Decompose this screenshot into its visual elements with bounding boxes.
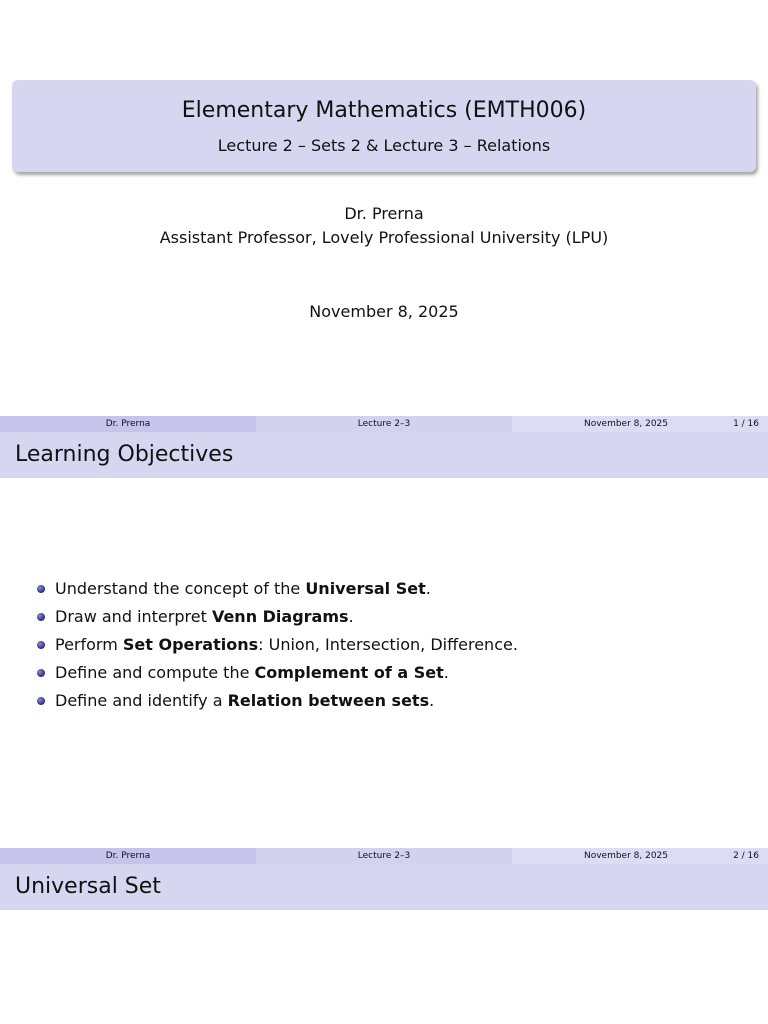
footer-short-title: Lecture 2–3	[256, 848, 512, 864]
footer-right	[512, 416, 768, 432]
list-item: Understand the concept of the Universal Set.	[37, 575, 518, 603]
slide-footer	[0, 416, 768, 432]
footer-date: November 8, 2025	[583, 419, 669, 429]
footer-date: November 8, 2025	[583, 851, 669, 861]
list-item: Perform Set Operations: Union, Intersection, Difference.	[37, 631, 518, 659]
list-item: Define and identify a Relation between sets.	[37, 687, 518, 715]
list-item: Draw and interpret Venn Diagrams.	[37, 603, 518, 631]
frame-title-text: Learning Objectives	[15, 442, 234, 467]
bullet-ball-icon	[37, 641, 45, 649]
footer-short-title: Lecture 2–3	[256, 416, 512, 432]
presentation-date: November 8, 2025	[309, 302, 459, 321]
footer-page-number: 2 / 16	[733, 851, 759, 861]
objectives-list	[37, 575, 518, 715]
bullet-ball-icon	[37, 669, 45, 677]
bullet-ball-icon	[37, 697, 45, 705]
slide-footer	[0, 848, 768, 864]
bullet-ball-icon	[37, 613, 45, 621]
footer-author: Dr. Prerna	[0, 416, 256, 432]
frame-title	[0, 432, 768, 478]
footer-author: Dr. Prerna	[0, 848, 256, 864]
frame-title	[0, 864, 768, 910]
title-block	[12, 80, 756, 172]
author-affiliation: Assistant Professor, Lovely Professional University (LPU)	[159, 228, 609, 247]
presentation-subtitle: Lecture 2 – Sets 2 & Lecture 3 – Relations	[217, 136, 551, 155]
frame-title-text: Universal Set	[15, 874, 161, 899]
presentation-title: Elementary Mathematics (EMTH006)	[181, 98, 587, 123]
list-item: Define and compute the Complement of a Set.	[37, 659, 518, 687]
author-name: Dr. Prerna	[344, 204, 424, 223]
footer-right	[512, 848, 768, 864]
bullet-ball-icon	[37, 585, 45, 593]
footer-page-number: 1 / 16	[733, 419, 759, 429]
